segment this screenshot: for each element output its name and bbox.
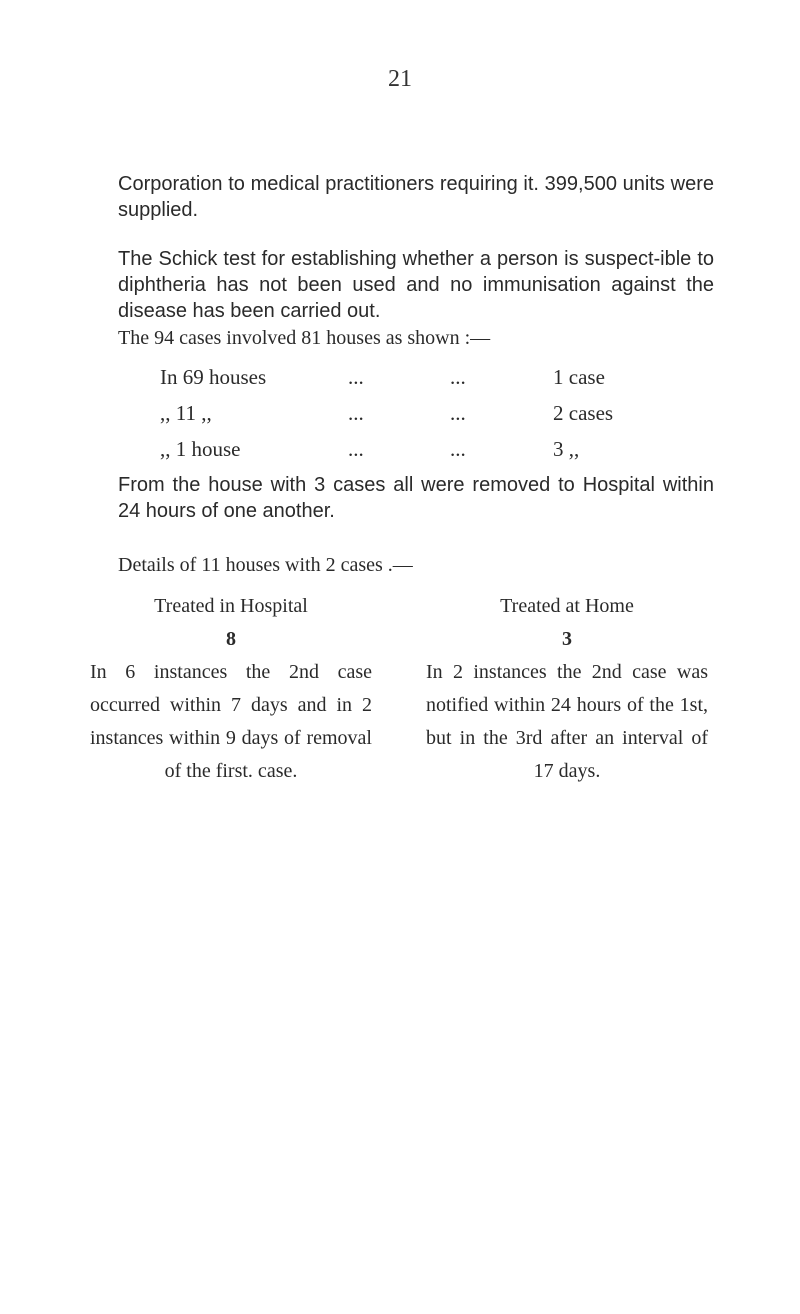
page-number: 21 <box>388 66 412 92</box>
leader-dots: ... <box>348 365 364 389</box>
row-count: 3 ,, <box>553 437 580 461</box>
houses-intro: The 94 cases involved 81 houses as shown :— <box>118 327 491 349</box>
row-count: 2 cases <box>553 401 614 425</box>
leader-dots: ... <box>348 437 364 461</box>
column-heading: Treated in Hospital <box>154 595 308 617</box>
column-text: In 2 instances the 2nd case was notified within 24 hours of the 1st, but in the 3rd after an interval of 17 days. <box>426 661 708 782</box>
leader-dots: ... <box>450 401 466 425</box>
paragraph-units-supplied: Corporation to medical practitioners requiring it. 399,500 units were supplied. <box>118 173 714 221</box>
column-number: 3 <box>562 628 572 650</box>
row-count: 1 case <box>553 365 605 389</box>
table-row <box>160 400 660 436</box>
details-intro: Details of 11 houses with 2 cases .— <box>118 554 413 576</box>
column-treated-at-home <box>426 590 708 788</box>
leader-dots: ... <box>450 437 466 461</box>
row-label: ,, 1 house <box>160 437 241 461</box>
houses-table <box>160 364 660 472</box>
table-row <box>160 436 660 472</box>
column-heading: Treated at Home <box>500 595 634 617</box>
row-label: ,, 11 ,, <box>160 401 212 425</box>
column-number: 8 <box>226 628 236 650</box>
table-row <box>160 364 660 400</box>
leader-dots: ... <box>450 365 466 389</box>
row-label: In 69 houses <box>160 365 267 389</box>
paragraph-hospital-removal: From the house with 3 cases all were removed to Hospital within 24 hours of one another. <box>118 474 714 522</box>
paragraph-schick-test: The Schick test for establishing whether a person is suspect-ible to diphtheria has not been used and no immunisation against the disease has been carried out. <box>118 248 714 322</box>
column-treated-in-hospital <box>90 590 372 788</box>
column-text: In 6 instances the 2nd case occurred within 7 days and in 2 instances within 9 days of removal of the first. case. <box>90 661 372 782</box>
leader-dots: ... <box>348 401 364 425</box>
